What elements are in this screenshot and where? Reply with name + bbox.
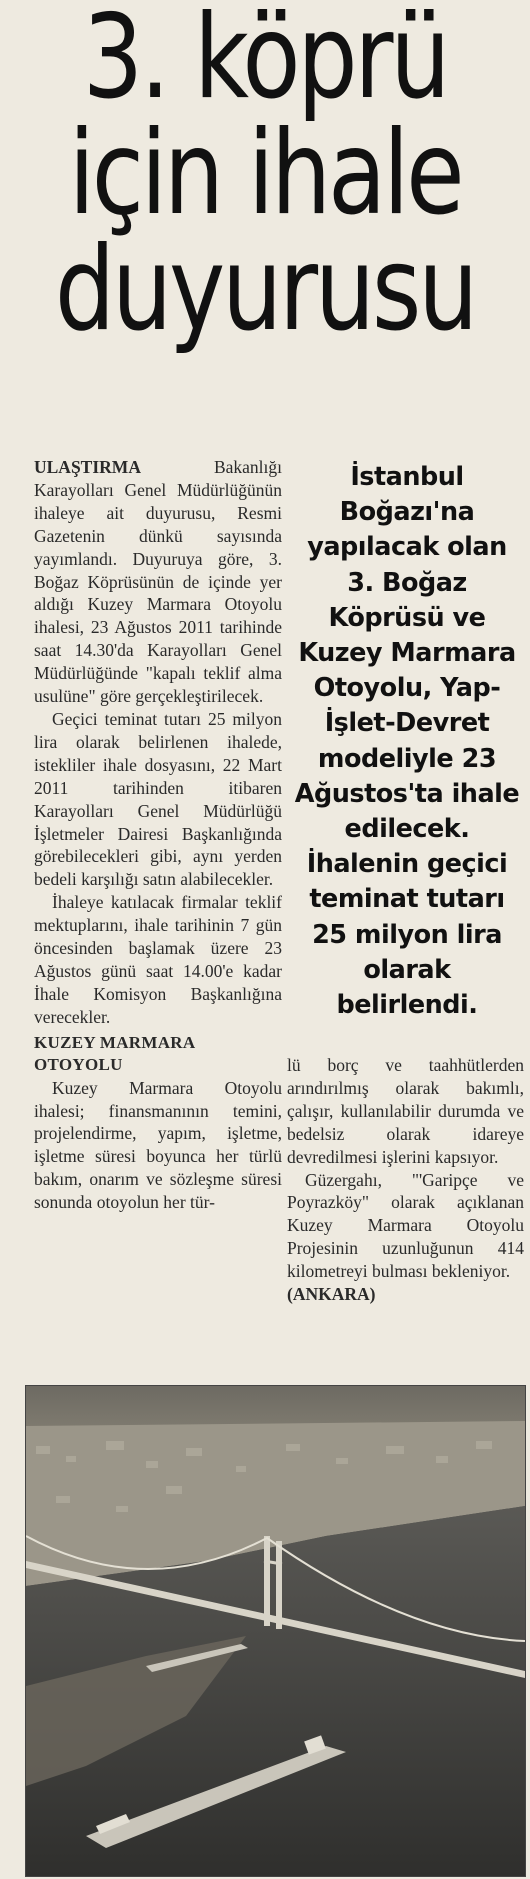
aerial-bosphorus-bridge-photo bbox=[25, 1385, 526, 1877]
article-right-column bbox=[287, 1054, 524, 1306]
lead-word: ULAŞTIRMA bbox=[34, 457, 141, 477]
pull-quote-line: olarak bbox=[363, 954, 451, 985]
pull-quote-line: edilecek. bbox=[344, 814, 470, 845]
photo-illustration bbox=[26, 1386, 525, 1876]
article-paragraph bbox=[34, 456, 282, 708]
bridge-tower-1 bbox=[264, 1536, 270, 1626]
agency-credit: (ANKARA) bbox=[287, 1284, 376, 1305]
pull-quote-line: İstanbul bbox=[350, 462, 464, 492]
subhead-line: OTOYOLU bbox=[34, 1055, 123, 1075]
article-paragraph: Kuzey Marmara Otoyolu ihalesi; finansmanının temini, projelendirme, yapım, işletme, işletme süresi boyunca her türlü bakım, onarım ve sözleşme süresi sonunda otoyolun her tür- bbox=[34, 1077, 282, 1213]
headline-line-1: 3. köprü bbox=[82, 0, 448, 125]
article-paragraph: lü borç ve taahhütlerden arındırılmış olarak bakımlı, çalışır, kullanılabilir durumda ve bedelsiz olarak idareye devredilmesi işlerini kapsıyor. bbox=[287, 1055, 524, 1167]
pull-quote-line: 25 milyon lira bbox=[312, 919, 502, 950]
headline-line-3: duyurusu bbox=[54, 222, 476, 357]
pull-quote-line: modeliyle 23 bbox=[317, 743, 497, 774]
pull-quote-line: İhalenin geçici bbox=[306, 849, 508, 880]
pull-quote-line: Kuzey Marmara bbox=[298, 638, 516, 669]
headline bbox=[48, 0, 483, 357]
pull-quote-line: yapılacak olan bbox=[307, 532, 507, 563]
section-subhead bbox=[34, 1032, 282, 1077]
bridge-tower-2 bbox=[276, 1541, 282, 1629]
paragraph-text: Bakanlığı Karayolları Genel Müdürlüğünün ihaleye ait duyurusu, Resmi Gazetenin dünkü sayısında yayımlandı. Duyuruya göre, 3. Boğaz Köprüsünün de içinde yer aldığı Kuzey Marmara Otoyolu ihalesi, 23 Ağustos 2011 tarihinde saat 14.30'da Karayolları Genel Müdürlüğünde "kapalı teklif alma usulüne" göre gerçekleştirilecek. bbox=[34, 457, 282, 707]
article-left-column bbox=[34, 456, 282, 1214]
pull-quote-line: Köprüsü ve bbox=[328, 602, 486, 633]
pull-quote-line: belirlendi. bbox=[336, 990, 478, 1021]
pull-quote-line: Boğazı'na bbox=[339, 497, 475, 528]
pull-quote bbox=[290, 460, 524, 1023]
pull-quote-line: Ağustos'ta ihale bbox=[294, 778, 520, 809]
pull-quote-line: 3. Boğaz bbox=[347, 567, 467, 598]
subhead-line: KUZEY MARMARA bbox=[34, 1032, 196, 1052]
headline-line-2: için ihale bbox=[68, 106, 462, 241]
pull-quote-line: İşlet-Devret bbox=[324, 708, 490, 739]
article-paragraph: İhaleye katılacak firmalar teklif mektuplarını, ihale tarihinin 7 gün öncesinden başlamak üzere 23 Ağustos günü saat 14.00'e kadar İhale Komisyon Başkanlığına verecekler. bbox=[34, 892, 282, 1027]
article-paragraph: Geçici teminat tutarı 25 milyon lira olarak belirlenen ihalede, istekliler ihale dosyasını, 22 Mart 2011 tarihinden itibaren Karayolları Genel Müdürlüğü İşletmeler Dairesi Başkanlığında görebilecekleri gibi, aynı yerden bedeli karşılığı satın alabilecekler. bbox=[34, 708, 282, 890]
pull-quote-line: Otoyolu, Yap- bbox=[313, 673, 501, 704]
article-paragraph: Güzergahı, "'Garipçe ve Poyrazköy" olarak açıklanan Kuzey Marmara Otoyolu Projesinin uzunluğunun 414 kilometreyi bulması bekleniyor. bbox=[287, 1169, 524, 1282]
pull-quote-line: teminat tutarı bbox=[309, 884, 505, 915]
